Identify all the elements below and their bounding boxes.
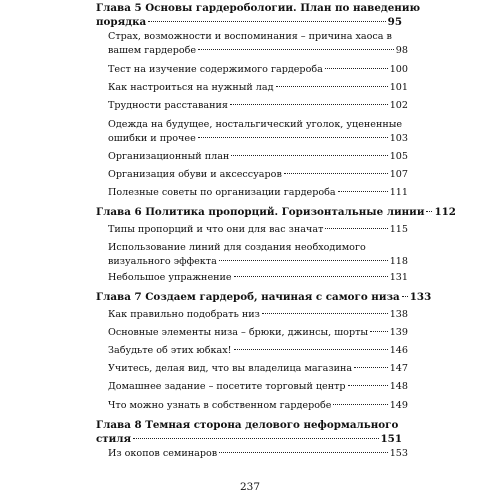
toc-section-entry[interactable]: [102, 186, 408, 200]
toc-chapter-entry[interactable]: [96, 290, 432, 304]
dot-leader: [276, 86, 388, 87]
dot-leader: [284, 173, 388, 174]
toc-page-number: 151: [380, 433, 402, 445]
dot-leader: [325, 228, 387, 229]
toc-page-number: 146: [389, 345, 408, 356]
toc-page-number: 118: [389, 256, 408, 267]
dot-leader: [333, 404, 387, 405]
dot-leader: [426, 211, 432, 212]
toc-entry-title-line: Глава 5 Основы гардеробологии. План по наведению: [96, 2, 421, 14]
toc-entry-title-line: Страх, возможности и воспоминания – причина хаоса в: [108, 31, 392, 42]
dot-leader: [234, 276, 388, 277]
toc-page-number: 133: [409, 291, 432, 303]
toc-entry-title: вашем гардеробе: [108, 45, 197, 56]
toc-section-entry[interactable]: [102, 99, 408, 113]
toc-page-number: 149: [389, 400, 408, 411]
toc-page-number: 102: [389, 100, 408, 111]
toc-section-entry[interactable]: [102, 30, 408, 58]
dot-leader: [402, 296, 408, 297]
toc-entry-title-line: Глава 8 Темная сторона делового неформального: [96, 419, 399, 431]
toc-entry-title: Глава 6 Политика пропорций. Горизонтальные линии: [96, 206, 425, 218]
toc-entry-title: Как настроиться на нужный лад: [108, 82, 274, 93]
dot-leader: [354, 367, 388, 368]
toc-entry-title: Организационный план: [108, 151, 230, 162]
dot-leader: [219, 260, 388, 261]
toc-entry-title: Типы пропорций и что они для вас значат: [108, 224, 324, 235]
toc-chapter-entry[interactable]: [96, 1, 421, 29]
dot-leader: [234, 349, 388, 350]
dot-leader: [262, 313, 388, 314]
toc-section-entry[interactable]: [102, 271, 408, 285]
toc-entry-title: Глава 7 Создаем гардероб, начиная с самого низа: [96, 291, 400, 303]
toc-entry-title: Небольшое упражнение: [108, 272, 232, 283]
toc-page-number: 131: [389, 272, 408, 283]
toc-section-entry[interactable]: [102, 150, 408, 164]
dot-leader: [338, 191, 388, 192]
toc-entry-title-line: Одежда на будущее, ностальгический уголок, уцененные: [108, 119, 403, 130]
dot-leader: [325, 68, 388, 69]
toc-page-number: 101: [389, 82, 408, 93]
dot-leader: [231, 155, 387, 156]
toc-page-number: 105: [389, 151, 408, 162]
dot-leader: [198, 49, 394, 50]
toc-page-number: 100: [389, 64, 408, 75]
toc-entry-title: Организация обуви и аксессуаров: [108, 169, 282, 180]
toc-page-number: 139: [389, 327, 408, 338]
toc-entry-title: Полезные советы по организации гардероба: [108, 187, 336, 198]
toc-section-entry[interactable]: [102, 223, 408, 237]
toc-section-entry[interactable]: [102, 168, 408, 182]
toc-entry-title: Тест на изучение содержимого гардероба: [108, 64, 323, 75]
dot-leader: [133, 438, 378, 439]
toc-section-entry[interactable]: [102, 81, 408, 95]
toc-page-number: 111: [389, 187, 408, 198]
toc-chapter-entry[interactable]: [96, 418, 402, 446]
toc-page-number: 115: [389, 224, 408, 235]
toc-section-entry[interactable]: [102, 118, 408, 146]
toc-page-number: 147: [389, 363, 408, 374]
toc-section-entry[interactable]: [102, 308, 408, 322]
toc-entry-title: Домашнее задание – посетите торговый центр: [108, 381, 346, 392]
toc-section-entry[interactable]: [102, 241, 408, 269]
toc-entry-title: Из окопов семинаров: [108, 448, 218, 459]
toc-section-entry[interactable]: [102, 344, 408, 358]
toc-section-entry[interactable]: [102, 447, 408, 461]
toc-section-entry[interactable]: [102, 399, 408, 413]
dot-leader: [219, 452, 388, 453]
toc-page-number: 153: [389, 448, 408, 459]
toc-section-entry[interactable]: [102, 326, 408, 340]
toc-chapter-entry[interactable]: [96, 205, 456, 219]
toc-page-number: 103: [389, 133, 408, 144]
dot-leader: [198, 137, 388, 138]
toc-section-entry[interactable]: [102, 63, 408, 77]
toc-entry-title: Основные элементы низа – брюки, джинсы, шорты: [108, 327, 369, 338]
page-number: 237: [239, 481, 261, 493]
toc-entry-title: ошибки и прочее: [108, 133, 196, 144]
toc-entry-title: визуального эффекта: [108, 256, 217, 267]
toc-page-number: 148: [389, 381, 408, 392]
toc-entry-title: Учитесь, делая вид, что вы владелица магазина: [108, 363, 353, 374]
toc-entry-title: Трудности расставания: [108, 100, 228, 111]
toc-section-entry[interactable]: [102, 380, 408, 394]
toc-entry-title: Как правильно подобрать низ: [108, 309, 260, 320]
toc-page-number: 95: [387, 16, 402, 28]
toc-entry-title-line: Использование линий для создания необходимого: [108, 242, 366, 253]
toc-entry-title: Забудьте об этих юбках!: [108, 345, 232, 356]
dot-leader: [370, 331, 388, 332]
dot-leader: [230, 104, 388, 105]
toc-entry-title: стиля: [96, 433, 132, 445]
dot-leader: [148, 21, 385, 22]
dot-leader: [348, 385, 388, 386]
toc-page-number: 107: [389, 169, 408, 180]
toc-page-number: 138: [389, 309, 408, 320]
toc-section-entry[interactable]: [102, 362, 408, 376]
toc-page-number: 98: [395, 45, 408, 56]
toc-entry-title: порядка: [96, 16, 147, 28]
toc-page-number: 112: [434, 206, 456, 218]
toc-entry-title: Что можно узнать в собственном гардеробе: [108, 400, 332, 411]
